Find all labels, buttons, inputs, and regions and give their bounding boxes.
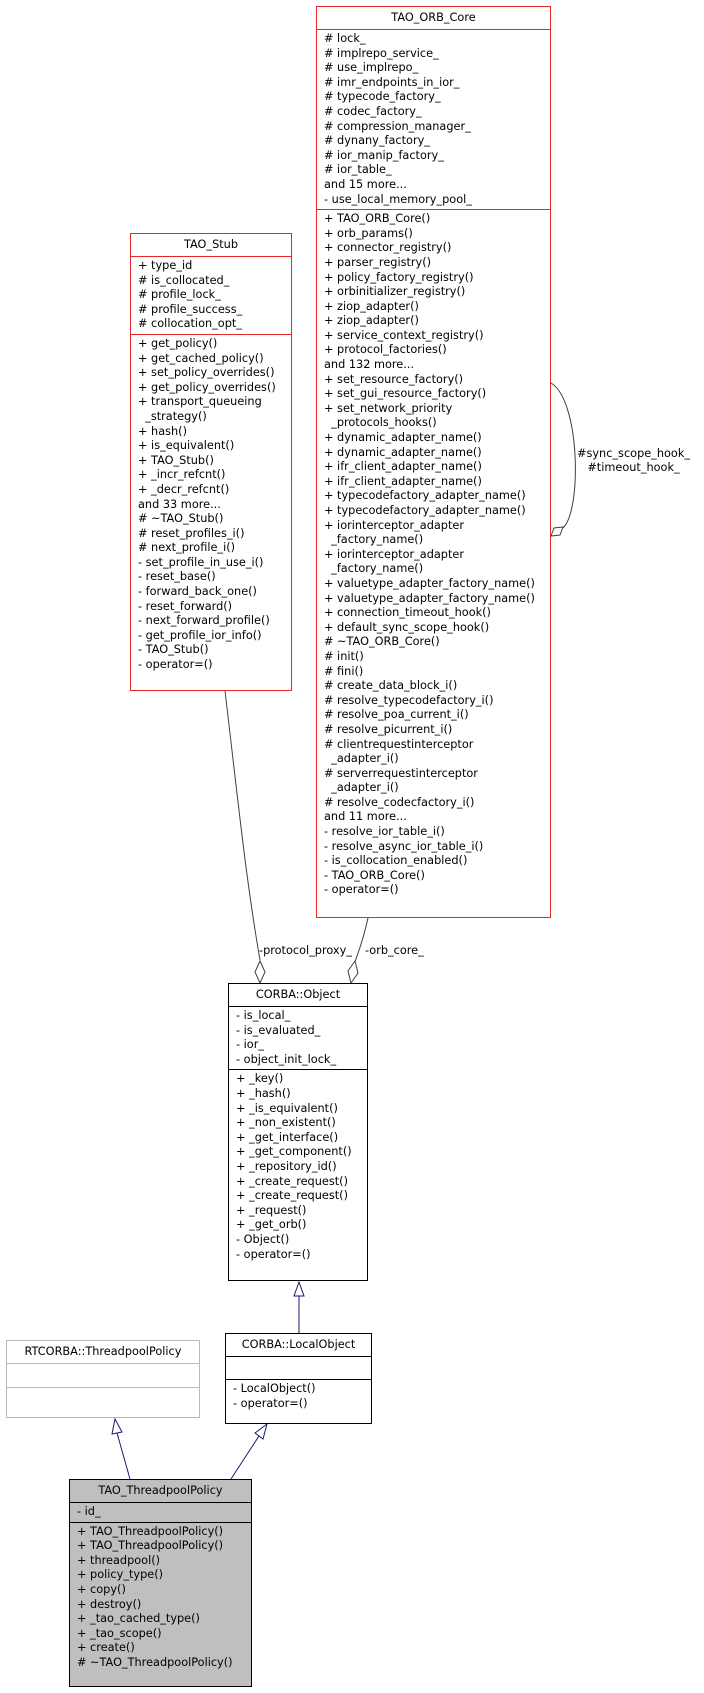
member-row: - ior_ bbox=[236, 1038, 265, 1052]
member-row: + get_policy() bbox=[138, 336, 218, 350]
member-row: # init() bbox=[324, 649, 364, 663]
edge-policy-inherits-rt bbox=[117, 1433, 130, 1479]
methods-section bbox=[229, 1069, 367, 1264]
member-row: and 33 more... bbox=[138, 497, 221, 511]
member-row: + typecodefactory_adapter_name() bbox=[324, 489, 526, 503]
member-row: # resolve_picurrent_i() bbox=[324, 722, 453, 736]
member-row: # collocation_opt_ bbox=[138, 317, 242, 331]
class-name: CORBA::LocalObject bbox=[241, 1338, 356, 1351]
attributes-section bbox=[7, 1363, 199, 1387]
member-row: + _decr_refcnt() bbox=[138, 482, 230, 496]
member-row: + orb_params() bbox=[324, 226, 413, 240]
member-row: # profile_lock_ bbox=[138, 288, 221, 302]
member-row: + policy_type() bbox=[77, 1568, 164, 1582]
member-row: + set_policy_overrides() bbox=[138, 366, 275, 380]
member-row: + dynamic_adapter_name() bbox=[324, 445, 482, 459]
member-row: # dynany_factory_ bbox=[324, 134, 430, 148]
member-row: - use_local_memory_pool_ bbox=[324, 192, 472, 206]
member-row: + _tao_scope() bbox=[77, 1626, 162, 1640]
edge-label-orb-core: -orb_core_ bbox=[365, 944, 424, 957]
member-row: # ~TAO_Stub() bbox=[138, 512, 224, 526]
member-row: + _create_request() bbox=[236, 1174, 348, 1188]
edge-orbcore-to-object-diamond bbox=[348, 961, 358, 983]
class-box-tao-stub[interactable] bbox=[130, 233, 292, 691]
member-row: + ifr_client_adapter_name() bbox=[324, 460, 482, 474]
member-row: - operator=() bbox=[236, 1247, 311, 1261]
class-name: TAO_ORB_Core bbox=[391, 11, 476, 24]
member-row: + default_sync_scope_hook() bbox=[324, 620, 490, 634]
member-row: # ~TAO_ThreadpoolPolicy() bbox=[77, 1655, 233, 1669]
edge-policy-inherits-rt-arrow bbox=[112, 1419, 122, 1434]
edge-policy-inherits-localobject-arrow bbox=[255, 1424, 267, 1439]
edge-label-self-assoc: #sync_scope_hook_ #timeout_hook_ bbox=[577, 447, 691, 474]
member-row: # reset_profiles_i() bbox=[138, 526, 245, 540]
member-row: # serverrequestinterceptor _adapter_i() bbox=[324, 766, 478, 795]
class-box-tao-orb-core[interactable] bbox=[316, 6, 551, 918]
member-row: + _get_interface() bbox=[236, 1130, 339, 1144]
member-row: and 11 more... bbox=[324, 810, 407, 824]
member-row: + iorinterceptor_adapter _factory_name() bbox=[324, 518, 465, 547]
member-row: - next_forward_profile() bbox=[138, 614, 270, 628]
member-row: - get_profile_ior_info() bbox=[138, 628, 262, 642]
member-row: + is_equivalent() bbox=[138, 439, 235, 453]
member-row: + threadpool() bbox=[77, 1553, 161, 1567]
methods-section bbox=[70, 1522, 251, 1673]
member-row: # create_data_block_i() bbox=[324, 679, 458, 693]
member-row: # implrepo_service_ bbox=[324, 46, 439, 60]
member-row: # next_profile_i() bbox=[138, 541, 236, 555]
member-row: + _hash() bbox=[236, 1086, 291, 1100]
member-row: # resolve_typecodefactory_i() bbox=[324, 693, 494, 707]
attributes-section bbox=[70, 1502, 251, 1522]
member-row: - operator=() bbox=[138, 658, 213, 672]
member-row: + orbinitializer_registry() bbox=[324, 285, 466, 299]
member-row: # compression_manager_ bbox=[324, 119, 471, 133]
member-row: - TAO_Stub() bbox=[138, 643, 209, 657]
member-row: + dynamic_adapter_name() bbox=[324, 431, 482, 445]
edge-localobject-inherits-object-arrow bbox=[294, 1282, 304, 1296]
member-row: - object_init_lock_ bbox=[236, 1052, 337, 1066]
member-row: + connector_registry() bbox=[324, 241, 452, 255]
member-row: # clientrequestinterceptor _adapter_i() bbox=[324, 737, 474, 766]
member-row: + TAO_ORB_Core() bbox=[324, 212, 431, 226]
member-row: + transport_queueing _strategy() bbox=[138, 395, 262, 423]
member-row: + create() bbox=[77, 1641, 135, 1655]
edge-stub-to-object bbox=[225, 691, 260, 960]
member-row: + _non_existent() bbox=[236, 1116, 336, 1130]
member-row: + connection_timeout_hook() bbox=[324, 606, 491, 620]
member-row: - set_profile_in_use_i() bbox=[138, 555, 264, 569]
attributes-section bbox=[131, 256, 291, 334]
member-row: + _request() bbox=[236, 1203, 307, 1217]
member-row: # lock_ bbox=[324, 32, 366, 45]
class-box-corba-object[interactable] bbox=[228, 983, 368, 1281]
edge-policy-inherits-localobject bbox=[231, 1436, 259, 1479]
edge-stub-to-object-diamond bbox=[255, 961, 265, 983]
class-box-tao-threadpoolpolicy[interactable] bbox=[69, 1479, 252, 1687]
edge-orbcore-self bbox=[551, 383, 575, 528]
member-row: # fini() bbox=[324, 664, 364, 678]
member-row: # ior_manip_factory_ bbox=[324, 148, 444, 162]
member-row: + get_cached_policy() bbox=[138, 351, 264, 365]
member-row: + valuetype_adapter_factory_name() bbox=[324, 591, 535, 605]
member-row: + iorinterceptor_adapter _factory_name() bbox=[324, 547, 465, 576]
member-row: + policy_factory_registry() bbox=[324, 270, 474, 284]
class-name: RTCORBA::ThreadpoolPolicy bbox=[24, 1345, 182, 1358]
member-row: + _get_orb() bbox=[236, 1218, 307, 1232]
methods-section bbox=[131, 334, 291, 675]
edge-label-protocol-proxy: -protocol_proxy_ bbox=[259, 944, 352, 957]
member-row: - resolve_async_ior_table_i() bbox=[324, 839, 484, 853]
member-row: + _create_request() bbox=[236, 1189, 348, 1203]
member-row: + valuetype_adapter_factory_name() bbox=[324, 576, 535, 590]
member-row: - forward_back_one() bbox=[138, 585, 257, 599]
class-box-rtcorba-threadpoolpolicy[interactable] bbox=[6, 1340, 200, 1418]
member-row: + ziop_adapter() bbox=[324, 299, 419, 313]
member-row: + TAO_Stub() bbox=[138, 453, 214, 467]
member-row: + _repository_id() bbox=[236, 1159, 337, 1173]
member-row: + copy() bbox=[77, 1582, 126, 1596]
member-row: + hash() bbox=[138, 424, 187, 438]
attributes-section bbox=[226, 1356, 371, 1379]
methods-section bbox=[317, 209, 550, 900]
methods-section bbox=[7, 1387, 199, 1411]
member-row: # resolve_poa_current_i() bbox=[324, 708, 469, 722]
member-row: - reset_forward() bbox=[138, 599, 233, 613]
member-row: + parser_registry() bbox=[324, 255, 432, 269]
member-row: # use_implrepo_ bbox=[324, 61, 419, 75]
member-row: + _key() bbox=[236, 1072, 284, 1086]
member-row: + set_resource_factory() bbox=[324, 372, 464, 386]
member-row: + set_gui_resource_factory() bbox=[324, 387, 487, 401]
member-row: + _incr_refcnt() bbox=[138, 468, 226, 482]
member-row: + ziop_adapter() bbox=[324, 314, 419, 328]
member-row: + protocol_factories() bbox=[324, 343, 447, 357]
member-row: + TAO_ThreadpoolPolicy() bbox=[77, 1539, 224, 1553]
member-row: and 15 more... bbox=[324, 177, 407, 191]
methods-section bbox=[226, 1379, 371, 1413]
member-row: - is_evaluated_ bbox=[236, 1023, 321, 1037]
member-row: # profile_success_ bbox=[138, 302, 243, 316]
attributes-section bbox=[229, 1006, 367, 1069]
member-row: + TAO_ThreadpoolPolicy() bbox=[77, 1524, 224, 1538]
member-row: and 132 more... bbox=[324, 358, 415, 372]
member-row: + typecodefactory_adapter_name() bbox=[324, 504, 526, 517]
member-row: - reset_base() bbox=[138, 570, 216, 584]
member-row: # ior_table_ bbox=[324, 163, 392, 177]
member-row: + set_network_priority _protocols_hooks() bbox=[324, 401, 453, 430]
member-row: - id_ bbox=[77, 1505, 101, 1518]
member-row: - TAO_ORB_Core() bbox=[324, 868, 425, 882]
member-row: - resolve_ior_table_i() bbox=[324, 825, 445, 839]
member-row: # typecode_factory_ bbox=[324, 90, 441, 104]
member-row: + get_policy_overrides() bbox=[138, 380, 276, 394]
member-row: # ~TAO_ORB_Core() bbox=[324, 635, 440, 649]
member-row: + ifr_client_adapter_name() bbox=[324, 474, 482, 488]
class-name: TAO_ThreadpoolPolicy bbox=[98, 1484, 223, 1497]
member-row: - operator=() bbox=[324, 883, 399, 897]
member-row: # resolve_codecfactory_i() bbox=[324, 795, 475, 809]
member-row: + _get_component() bbox=[236, 1145, 352, 1159]
member-row: # is_collocated_ bbox=[138, 273, 230, 287]
class-name: TAO_Stub bbox=[183, 238, 239, 251]
member-row: - is_collocation_enabled() bbox=[324, 854, 468, 868]
member-row: # imr_endpoints_in_ior_ bbox=[324, 75, 460, 89]
member-row: - LocalObject() bbox=[233, 1382, 316, 1395]
member-row: # codec_factory_ bbox=[324, 104, 422, 118]
member-row: + destroy() bbox=[77, 1597, 142, 1611]
member-row: + _tao_cached_type() bbox=[77, 1612, 200, 1626]
member-row: - operator=() bbox=[233, 1396, 308, 1410]
member-row: - Object() bbox=[236, 1232, 290, 1246]
attributes-section bbox=[317, 29, 550, 209]
class-box-corba-localobject[interactable] bbox=[225, 1333, 372, 1424]
edge-orbcore-self-diamond bbox=[551, 527, 563, 536]
member-row: - is_local_ bbox=[236, 1009, 291, 1022]
class-name: CORBA::Object bbox=[255, 988, 341, 1001]
member-row: + service_context_registry() bbox=[324, 328, 484, 342]
member-row: + _is_equivalent() bbox=[236, 1101, 338, 1115]
member-row: + type_id bbox=[138, 259, 193, 272]
